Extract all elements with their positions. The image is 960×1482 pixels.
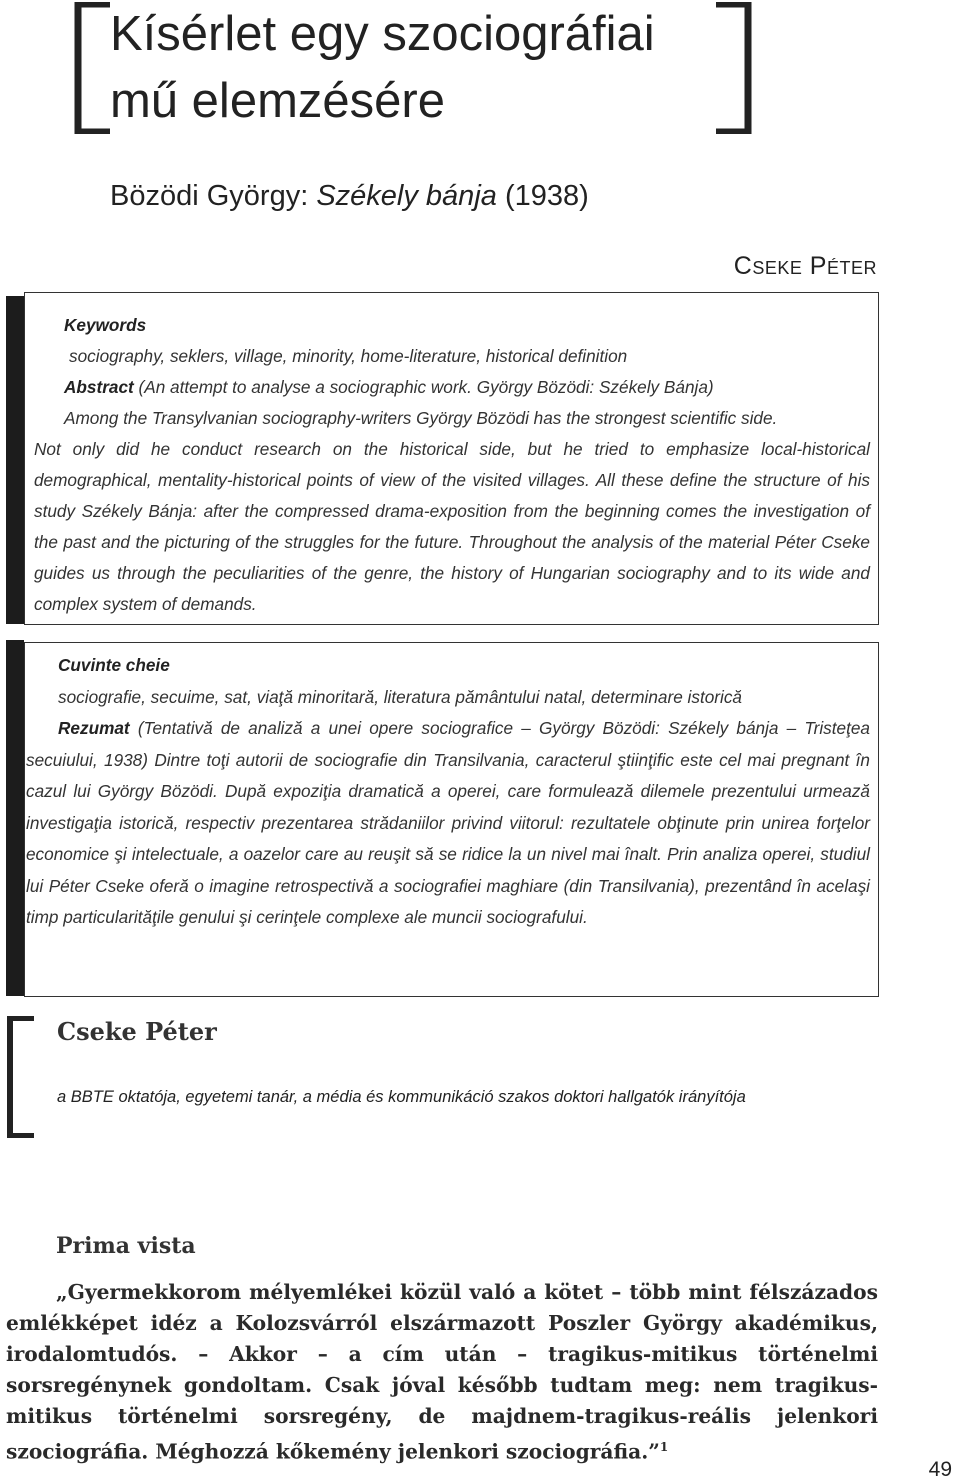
cuvinte-cheie-heading: Cuvinte cheie [58, 655, 170, 675]
romanian-abstract-bar [6, 640, 24, 996]
keywords-heading: Keywords [64, 315, 147, 335]
section-body [6, 1277, 878, 1468]
abstract-lead: Among the Transylvanian sociography-writers György Bözödi has the strongest scientific side. [64, 408, 778, 428]
english-abstract-bar [6, 296, 24, 624]
abstract-heading: Abstract [64, 377, 134, 397]
title-right-bracket [712, 2, 754, 134]
subtitle-italic: Székely bánja [316, 180, 497, 212]
right-bracket-shape [712, 2, 754, 134]
english-abstract-content [34, 310, 870, 620]
article-title-line-1: Kísérlet egy szociográfiai [110, 7, 655, 61]
subtitle-suffix: (1938) [496, 180, 589, 212]
footnote-mark[interactable]: 1 [659, 1440, 669, 1454]
abstract-title: (An attempt to analyse a sociographic work. György Bözödi: Székely Bánja) [133, 377, 714, 397]
author-affiliation: a BBTE oktatója, egyetemi tanár, a média és kommunikáció szakos doktori hallgatók irányítója [57, 1088, 746, 1106]
article-subtitle [110, 180, 589, 213]
abstract-body: Not only did he conduct research on the historical side, but he tried to emphasize local-historical demographical, mentality-historical points of view of the visited villages. All these define the structure of his study Székely Bánja: after the compressed drama-exposition from the beginning comes the investigation of the past and the picturing of the struggles for the future. Throughout the analysis of the material Péter Cseke guides us through the peculiarities of the genre, the history of Hungarian sociography and to its wide and complex system of demands. [34, 439, 870, 614]
keywords-list: sociography, seklers, village, minority, home-literature, historical definition [69, 346, 628, 366]
title-left-bracket [72, 2, 114, 134]
page-number: 49 [928, 1458, 952, 1481]
author-bracket-shape [6, 1016, 36, 1138]
rezumat-body: (Tentativă de analiză a unei opere sociografice – György Bözödi: Székely bánja – Tristeţea secuiului, 1938) Dintre toţi autorii de sociografie din Transilvania, caracterul ştiinţific este cel mai pregnant în cazul lui György Bözödi. După expoziţia dramatică a operei, care formulează dilemele prezentului urmează investigaţia istorică, respectiv prezentarea strădaniilor privind viitorul: rezultatele obţinute prin unirea forţelor economice şi intelectuale, a oazelor care au reuşit să se ridice la un nivel mai înalt. Prin analiza operei, studiul lui Péter Cseke oferă o imagine retrospectivă a sociografiei maghiare (din Transilvania), prezentând în acelaşi timp particularităţile genului şi cerinţele complexe ale muncii sociografului. [26, 718, 870, 927]
left-bracket-shape [72, 2, 114, 134]
subtitle-prefix: Bözödi György: [110, 180, 317, 212]
section-heading: Prima vista [56, 1233, 196, 1259]
author-name: Cseke Péter [57, 1017, 217, 1046]
author-bracket [6, 1016, 36, 1138]
article-author: Cseke Péter [733, 252, 877, 280]
romanian-abstract-content [26, 650, 870, 934]
section-body-text: „Gyermekkorom mélyemlékei közül való a kötet – több mint félszázados emlékképet idéz a Kolozsvárról elszármazott Poszler György akadémikus, irodalomtudós. – Akkor – a cím után – tragikus-mitikus történelmi sorsregénynek gondoltam. Csak jóval később tudtam meg: nem tragikus-mitikus történelmi sorsregény, de majdnem-tragikus-reális jelenkori szociográfia. Méghozzá kőkemény jelenkori szociográfia.” [6, 1280, 878, 1464]
rezumat-heading: Rezumat [58, 718, 130, 738]
article-title-line-2: mű elemzésére [110, 74, 445, 128]
cuvinte-cheie-list: sociografie, secuime, sat, viaţă minoritară, literatura pământului natal, determinare istorică [58, 686, 742, 707]
